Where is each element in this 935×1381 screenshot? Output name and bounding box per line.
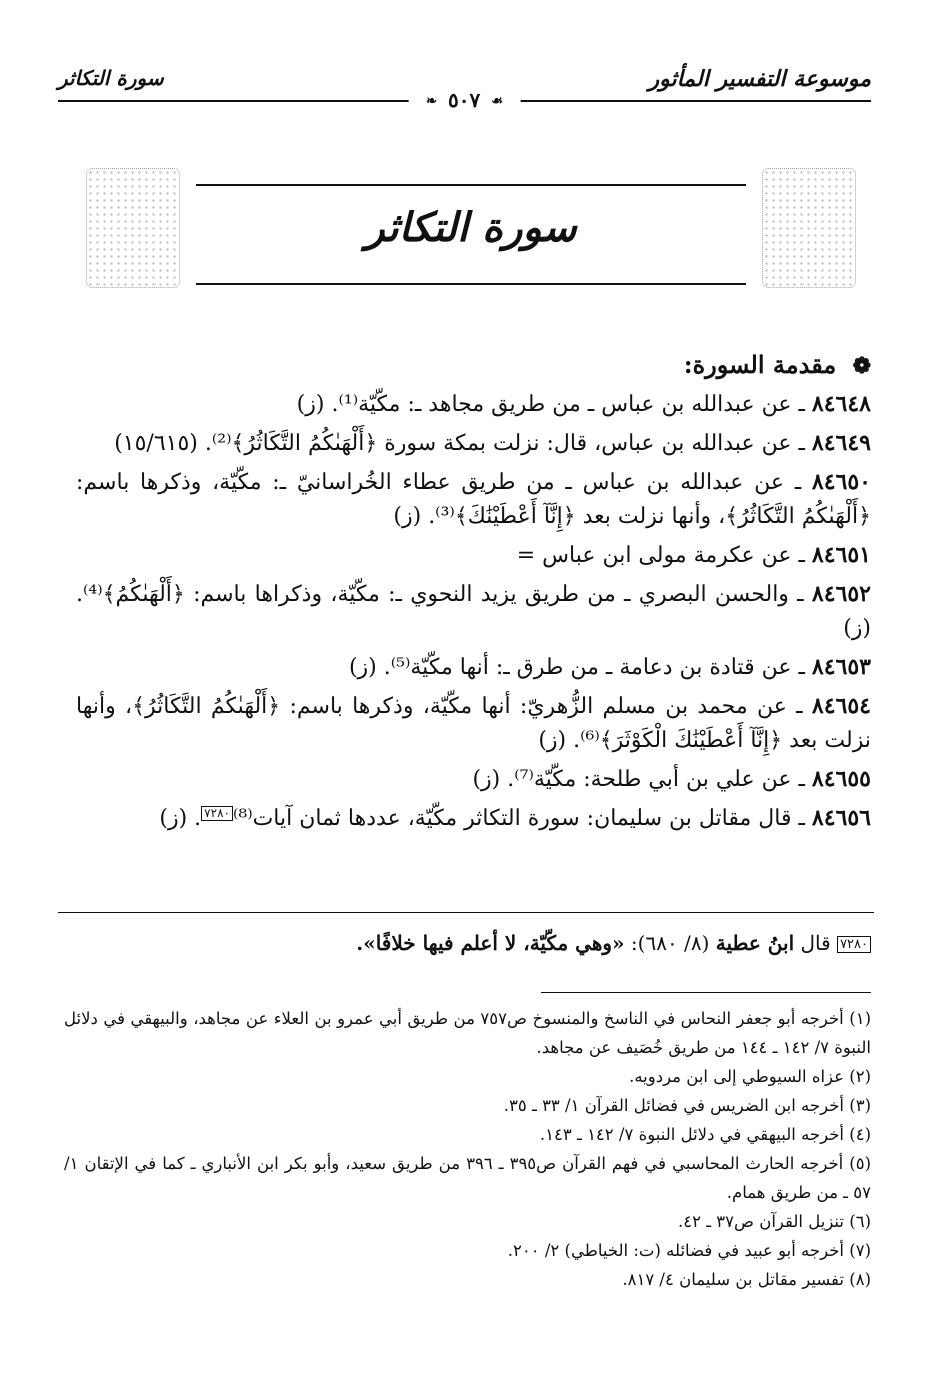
main-content bbox=[76, 350, 871, 840]
narration-number: ٨٤٦٤٩ bbox=[811, 430, 871, 456]
commentary-rule bbox=[58, 912, 874, 913]
narration-list bbox=[76, 387, 871, 836]
narration-text: ـ عن عبدالله بن عباس ـ من طريق عطاء الخُراسانيّ ـ: مكّيّة، وذكرها باسم: ﴿أَلْهَىٰكُمُ التَّكَاثُرُ﴾، وأنها نزلت بعد ﴿إِنَّآ أَعْطَيْنَٰكَ﴾⁽³⁾. (ز) bbox=[76, 470, 871, 529]
narration-entry bbox=[76, 577, 871, 646]
footnote-rule bbox=[541, 992, 871, 993]
narration-entry bbox=[76, 762, 871, 797]
commentary-prefix: قال bbox=[800, 931, 831, 955]
narration-entry bbox=[76, 689, 871, 758]
narration-entry bbox=[76, 801, 871, 836]
narration-text: ـ عن محمد بن مسلم الزُّهريّ: أنها مكّيّة، وذكرها باسم: ﴿أَلْهَىٰكُمُ التَّكَاثُرُ﴾، وأنها نزلت بعد ﴿إِنَّآ أَعْطَيْنَٰكَ الْكَوْثَرَ﴾⁽⁶⁾. (ز) bbox=[76, 694, 871, 753]
page-number: ٥٠٧ bbox=[448, 88, 481, 112]
narration-entry bbox=[76, 426, 871, 461]
narration-text: ـ عن عكرمة مولى ابن عباس = bbox=[516, 543, 805, 568]
narration-number: ٨٤٦٥٢ bbox=[811, 581, 871, 607]
section-heading bbox=[76, 350, 871, 379]
ornament-right-icon: ☙ bbox=[491, 94, 503, 109]
narration-entry bbox=[76, 387, 871, 422]
narration-text: ـ عن عبدالله بن عباس، قال: نزلت بمكة سورة ﴿أَلْهَىٰكُمُ التَّكَاثُرُ﴾⁽²⁾. (١٥/٦١٥) bbox=[114, 431, 805, 456]
narration-tail: . (ز) bbox=[159, 806, 202, 831]
title-rule-bottom bbox=[196, 283, 746, 285]
commentary bbox=[64, 928, 871, 958]
page-header bbox=[58, 60, 871, 122]
footnote: (٣) أخرجه ابن الضريس في فضائل القرآن ١/ ٣٣ ـ ٣٥. bbox=[503, 1096, 871, 1115]
running-surah-name: سورة التكاثر bbox=[58, 66, 164, 90]
footnote-list bbox=[64, 1004, 871, 1294]
footnote: (٨) تفسير مقاتل بن سليمان ٤/ ٨١٧. bbox=[622, 1270, 871, 1289]
narration-text: ـ عن عبدالله بن عباس ـ من طريق مجاهد ـ: مكّيّة⁽¹⁾. (ز) bbox=[296, 392, 805, 417]
footnote: (١) أخرجه أبو جعفر النحاس في الناسخ والمنسوخ ص٧٥٧ من طريق أبي عمرو بن العلاء عن مجاهد، والبيهقي في دلائل النبوة ٧/ ١٤٢ ـ ١٤٤ من طريق خُصَيف عن مجاهد. bbox=[64, 1009, 872, 1057]
commentary-author: ابنُ عطية bbox=[715, 931, 795, 955]
page-number-group bbox=[408, 88, 521, 112]
narration-number: ٨٤٦٥٣ bbox=[811, 654, 871, 680]
narration-entry bbox=[76, 465, 871, 534]
footnote: (٤) أخرجه البيهقي في دلائل النبوة ٧/ ١٤٢ ـ ١٤٣. bbox=[539, 1125, 871, 1144]
footnote: (٥) أخرجه الحارث المحاسبي في فهم القرآن ص٣٩٥ ـ ٣٩٦ من طريق سعيد، وأبو بكر ابن الأنباري ـ كما في الإتقان ١/ ٥٧ ـ من طريق همام. bbox=[64, 1154, 872, 1202]
narration-number: ٨٤٦٥١ bbox=[811, 542, 871, 568]
narration-text: ـ عن قتادة بن دعامة ـ من طرق ـ: أنها مكّيّة⁽⁵⁾. (ز) bbox=[348, 655, 805, 680]
narration-number: ٨٤٦٥٦ bbox=[811, 805, 871, 831]
footnote: (٧) أخرجه أبو عبيد في فضائله (ت: الخياطي) ٢/ ٢٠٠. bbox=[507, 1241, 871, 1260]
narration-text: ـ عن علي بن أبي طلحة: مكّيّة⁽⁷⁾. (ز) bbox=[472, 767, 805, 792]
book-title: موسوعة التفسير المأثور bbox=[648, 66, 871, 92]
narration-text: ـ قال مقاتل بن سليمان: سورة التكاثر مكّيّة، عددها ثمان آيات⁽⁸⁾ bbox=[232, 806, 805, 831]
surah-title: سورة التكاثر bbox=[365, 204, 577, 251]
narration-text: ـ والحسن البصري ـ من طريق يزيد النحوي ـ: مكّيّة، وذكراها باسم: ﴿أَلْهَىٰكُمُ﴾⁽⁴⁾. (ز) bbox=[76, 582, 871, 641]
flower-icon: ❁ bbox=[852, 353, 871, 379]
surah-title-block bbox=[86, 168, 856, 293]
narration-number: ٨٤٦٥٠ bbox=[811, 469, 871, 495]
footnote: (٦) تنزيل القرآن ص٣٧ ـ ٤٢. bbox=[677, 1212, 871, 1231]
narration-number: ٨٤٦٤٨ bbox=[811, 391, 871, 417]
narration-number: ٨٤٦٥٤ bbox=[811, 693, 871, 719]
footnote: (٢) عزاه السيوطي إلى ابن مردويه. bbox=[629, 1067, 871, 1086]
section-heading-text: مقدمة السورة: bbox=[683, 350, 837, 379]
ornament-left-icon: ❧ bbox=[426, 94, 438, 109]
commentary-quote: «وهي مكّيّة، لا أعلم فيها خلافًا». bbox=[356, 931, 625, 955]
narration-entry bbox=[76, 538, 871, 573]
title-rule-top bbox=[196, 184, 746, 186]
commentary-ref-box: ٧٢٨٠ bbox=[201, 806, 233, 821]
narration-number: ٨٤٦٥٥ bbox=[811, 766, 871, 792]
commentary-ref: (٨/ ٦٨٠): bbox=[630, 931, 710, 955]
narration-entry bbox=[76, 650, 871, 685]
commentary-number-box: ٧٢٨٠ bbox=[837, 936, 871, 953]
